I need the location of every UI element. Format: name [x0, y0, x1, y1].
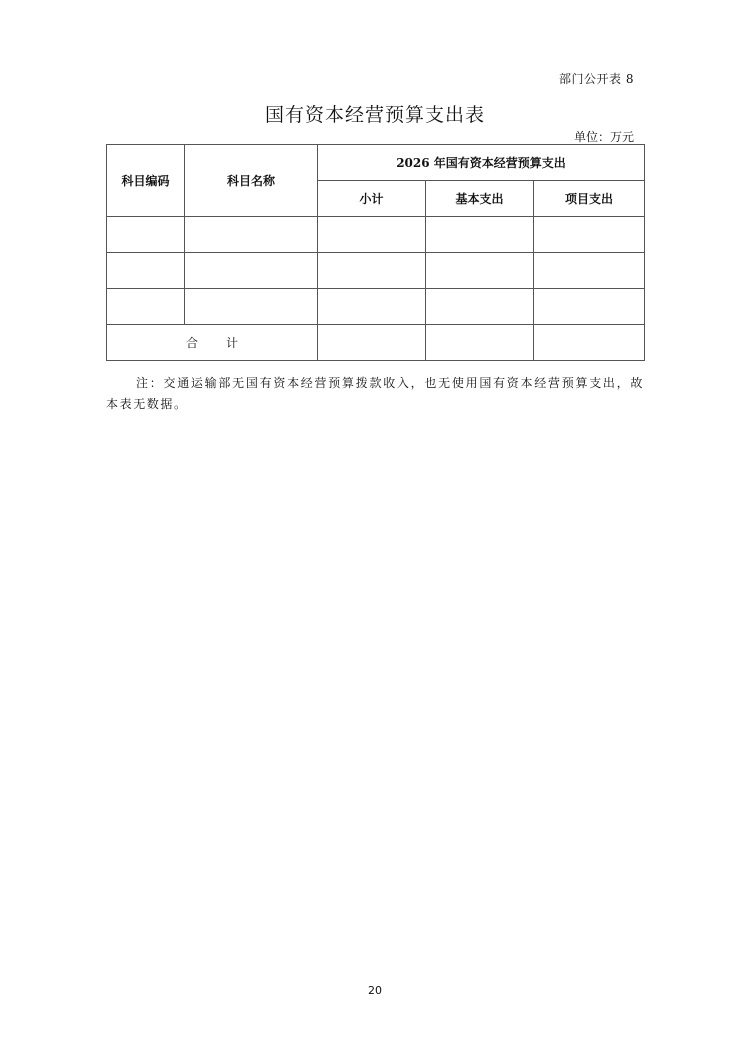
document-title: 国有资本经营预算支出表	[264, 104, 485, 126]
header-group: 2026 年国有资本经营预算支出	[318, 145, 645, 181]
total-project	[534, 325, 645, 361]
table-note: 注：交通运输部无国有资本经营预算拨款收入，也无使用国有资本经营预算支出，故本表无数据。	[106, 376, 644, 411]
cell-code	[107, 217, 185, 253]
unit-label: 单位：万元	[573, 130, 634, 144]
cell-project	[534, 217, 645, 253]
page-number: 20	[368, 984, 382, 997]
cell-basic	[426, 217, 534, 253]
total-basic	[426, 325, 534, 361]
cell-name	[185, 289, 318, 325]
cell-project	[534, 289, 645, 325]
cell-code	[107, 289, 185, 325]
header-subtotal: 小计	[318, 181, 426, 217]
cell-subtotal	[318, 253, 426, 289]
cell-name	[185, 253, 318, 289]
cell-name	[185, 217, 318, 253]
cell-basic	[426, 289, 534, 325]
page-tag: 部门公开表 8	[559, 72, 634, 86]
header-name: 科目名称	[185, 145, 318, 217]
cell-subtotal	[318, 217, 426, 253]
cell-subtotal	[318, 289, 426, 325]
header-basic: 基本支出	[426, 181, 534, 217]
table-row	[107, 289, 645, 325]
table-total-row	[107, 325, 645, 361]
table-row	[107, 253, 645, 289]
total-label: 合计	[107, 325, 318, 361]
table-header-row	[107, 145, 645, 181]
cell-project	[534, 253, 645, 289]
total-subtotal	[318, 325, 426, 361]
cell-basic	[426, 253, 534, 289]
cell-code	[107, 253, 185, 289]
table-row	[107, 217, 645, 253]
budget-table	[106, 144, 645, 361]
header-project: 项目支出	[534, 181, 645, 217]
header-code: 科目编码	[107, 145, 185, 217]
